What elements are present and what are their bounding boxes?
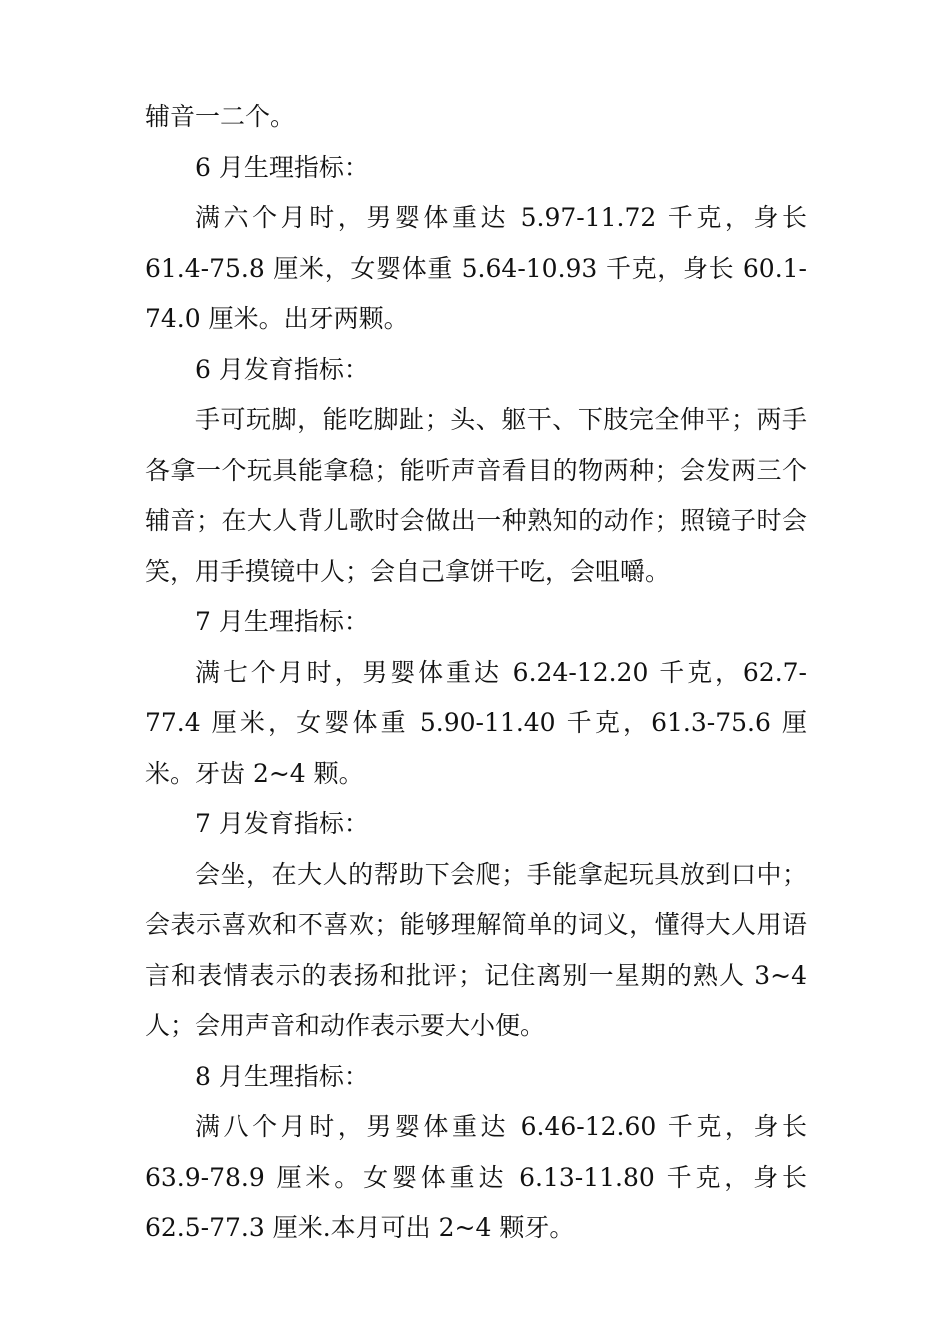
heading-month7-physiology: 7 月生理指标： — [195, 607, 369, 636]
paragraph-month7-physiology: 满七个月时，男婴体重达 6.24-12.20 千克，62.7-77.4 厘米，女婴体重 5.90-11.40 千克，61.3-75.6 厘米。牙齿 2~4 颗。 — [145, 657, 807, 788]
document-body — [145, 92, 807, 1254]
heading-month6-physiology: 6 月生理指标： — [195, 152, 369, 182]
paragraph-continuation: 辅音一二个。 — [145, 102, 296, 131]
paragraph-month6-physiology: 满六个月时，男婴体重达 5.97-11.72 千克，身长 61.4-75.8 厘米，女婴体重 5.64-10.93 千克，身长 60.1-74.0 厘米。出牙两颗。 — [145, 203, 807, 333]
paragraph-month7-development: 会坐，在大人的帮助下会爬；手能拿起玩具放到口中；会表示喜欢和不喜欢；能够理解简单的词义，懂得大人用语言和表情表示的表扬和批评；记住离别一星期的熟人 3~4 人；会用声音和动作表示要大小便。 — [145, 859, 807, 1040]
heading-month6-development: 6 月发育指标： — [195, 354, 369, 384]
paragraph-month6-development: 手可玩脚，能吃脚趾；头、躯干、下肢完全伸平；两手各拿一个玩具能拿稳；能听声音看目的物两种；会发两三个辅音；在大人背儿歌时会做出一种熟知的动作；照镜子时会笑，用手摸镜中人；会自己拿饼干吃，会咀嚼。 — [145, 405, 807, 586]
heading-month7-development: 7 月发育指标： — [195, 809, 369, 838]
paragraph-month8-physiology: 满八个月时，男婴体重达 6.46-12.60 千克，身长 63.9-78.9 厘米。女婴体重达 6.13-11.80 千克，身长 62.5-77.3 厘米.本月可出 2~4 颗牙。 — [145, 1112, 807, 1242]
heading-month8-physiology: 8 月生理指标： — [195, 1061, 369, 1091]
